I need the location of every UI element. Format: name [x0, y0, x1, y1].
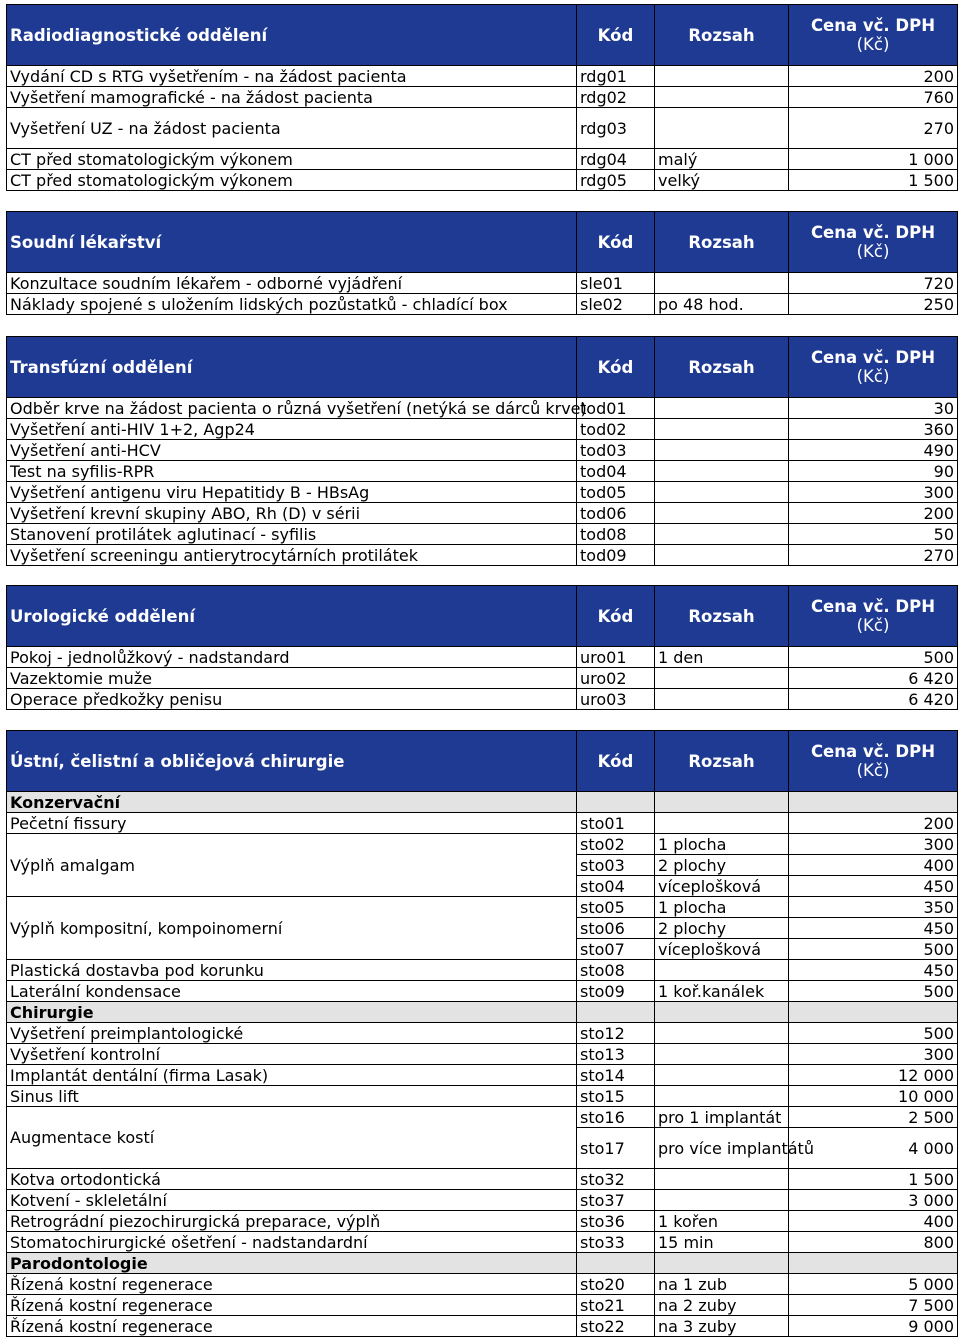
section-table-rdg [6, 4, 958, 191]
service-code: sto03 [577, 855, 655, 876]
service-price: 200 [789, 66, 958, 87]
service-name: Test na syfilis-RPR [7, 461, 577, 482]
service-code: sto12 [577, 1023, 655, 1044]
service-range: 1 den [655, 647, 789, 668]
service-range [655, 398, 789, 419]
table-row [7, 834, 958, 855]
table-row [7, 1086, 958, 1107]
service-price: 9 000 [789, 1316, 958, 1337]
service-code: sto36 [577, 1211, 655, 1232]
section-title: Transfúzní oddělení [7, 337, 577, 398]
service-range: 1 koř.kanálek [655, 981, 789, 1002]
column-header-price-label: Cena vč. DPH [810, 223, 936, 242]
service-price: 300 [789, 1044, 958, 1065]
service-name: Náklady spojené s uložením lidských pozůstatků - chladící box [7, 294, 577, 315]
empty-cell [655, 1253, 789, 1274]
service-name: Vazektomie muže [7, 668, 577, 689]
column-header-price-unit: (Kč) [856, 761, 890, 780]
table-row [7, 419, 958, 440]
column-header-price-label: Cena vč. DPH [810, 16, 936, 35]
service-code: tod01 [577, 398, 655, 419]
service-price: 30 [789, 398, 958, 419]
service-code: rdg05 [577, 170, 655, 191]
service-price: 450 [789, 876, 958, 897]
service-range: na 2 zuby [655, 1295, 789, 1316]
service-name: Pečetní fissury [7, 813, 577, 834]
service-price: 270 [789, 108, 958, 149]
service-name: Retrográdní piezochirurgická preparace, výplň [7, 1211, 577, 1232]
service-code: sto16 [577, 1107, 655, 1128]
service-range [655, 108, 789, 149]
table-row [7, 66, 958, 87]
service-price: 3 000 [789, 1190, 958, 1211]
service-range: víceplošková [655, 876, 789, 897]
empty-cell [655, 1002, 789, 1023]
category-label: Parodontologie [7, 1253, 577, 1274]
section-title: Urologické oddělení [7, 586, 577, 647]
column-header-price [789, 337, 958, 398]
table-row [7, 960, 958, 981]
service-code: tod09 [577, 545, 655, 566]
service-range: po 48 hod. [655, 294, 789, 315]
service-range: pro více implantátů [655, 1128, 789, 1169]
service-range: velký [655, 170, 789, 191]
service-code: sto08 [577, 960, 655, 981]
section-title: Radiodiagnostické oddělení [7, 5, 577, 66]
table-row [7, 1232, 958, 1253]
column-header-price [789, 5, 958, 66]
service-price: 5 000 [789, 1274, 958, 1295]
service-range: 15 min [655, 1232, 789, 1253]
section-table-sle [6, 211, 958, 315]
column-header-code: Kód [577, 212, 655, 273]
service-code: sle01 [577, 273, 655, 294]
service-range [655, 1169, 789, 1190]
column-header-range: Rozsah [655, 337, 789, 398]
column-header-range: Rozsah [655, 212, 789, 273]
service-code: sto37 [577, 1190, 655, 1211]
service-range: 1 plocha [655, 897, 789, 918]
service-price: 500 [789, 981, 958, 1002]
service-code: sto07 [577, 939, 655, 960]
table-row [7, 461, 958, 482]
table-row [7, 1044, 958, 1065]
service-code: sto14 [577, 1065, 655, 1086]
service-range [655, 87, 789, 108]
service-price: 450 [789, 918, 958, 939]
service-name: Řízená kostní regenerace [7, 1316, 577, 1337]
service-code: sto01 [577, 813, 655, 834]
service-price: 1 500 [789, 1169, 958, 1190]
service-name: Výplň amalgam [7, 834, 577, 897]
table-row [7, 813, 958, 834]
service-code: tod03 [577, 440, 655, 461]
service-code: rdg04 [577, 149, 655, 170]
service-price: 800 [789, 1232, 958, 1253]
column-header-code: Kód [577, 337, 655, 398]
table-row [7, 1295, 958, 1316]
section-table-tod [6, 336, 958, 566]
service-price: 350 [789, 897, 958, 918]
service-name: Vyšetření UZ - na žádost pacienta [7, 108, 577, 149]
service-range [655, 668, 789, 689]
service-price: 360 [789, 419, 958, 440]
service-name: Pokoj - jednolůžkový - nadstandard [7, 647, 577, 668]
empty-cell [577, 1002, 655, 1023]
service-name: Augmentace kostí [7, 1107, 577, 1169]
service-price: 12 000 [789, 1065, 958, 1086]
service-price: 500 [789, 647, 958, 668]
service-price: 6 420 [789, 668, 958, 689]
service-name: Sinus lift [7, 1086, 577, 1107]
service-code: tod04 [577, 461, 655, 482]
service-price: 2 500 [789, 1107, 958, 1128]
table-row [7, 482, 958, 503]
service-price: 720 [789, 273, 958, 294]
empty-cell [789, 792, 958, 813]
service-name: Vyšetření krevní skupiny ABO, Rh (D) v sérii [7, 503, 577, 524]
service-price: 4 000 [789, 1128, 958, 1169]
service-range [655, 461, 789, 482]
service-range [655, 813, 789, 834]
empty-cell [789, 1253, 958, 1274]
table-row [7, 647, 958, 668]
service-name: Kotvení - skleletální [7, 1190, 577, 1211]
empty-cell [577, 792, 655, 813]
service-code: uro03 [577, 689, 655, 710]
service-code: sto22 [577, 1316, 655, 1337]
service-name: Vyšetření preimplantologické [7, 1023, 577, 1044]
service-range: víceplošková [655, 939, 789, 960]
column-header-price-unit: (Kč) [856, 616, 890, 635]
service-code: sto15 [577, 1086, 655, 1107]
column-header-price [789, 586, 958, 647]
table-row [7, 524, 958, 545]
section-table-sto [6, 730, 958, 1337]
service-price: 450 [789, 960, 958, 981]
category-label: Konzervační [7, 792, 577, 813]
service-code: sto06 [577, 918, 655, 939]
column-header-price-label: Cena vč. DPH [810, 742, 936, 761]
service-code: tod06 [577, 503, 655, 524]
service-name: Vyšetření anti-HIV 1+2, Agp24 [7, 419, 577, 440]
table-row [7, 273, 958, 294]
column-header-price-unit: (Kč) [856, 35, 890, 54]
table-row [7, 440, 958, 461]
table-row [7, 1316, 958, 1337]
service-price: 1 500 [789, 170, 958, 191]
section-table-uro [6, 585, 958, 710]
column-header-price-unit: (Kč) [856, 367, 890, 386]
service-code: sto33 [577, 1232, 655, 1253]
column-header-range: Rozsah [655, 5, 789, 66]
service-name: Vyšetření antigenu viru Hepatitidy B - HBsAg [7, 482, 577, 503]
service-code: uro02 [577, 668, 655, 689]
service-range: na 3 zuby [655, 1316, 789, 1337]
service-range [655, 1023, 789, 1044]
service-range [655, 524, 789, 545]
service-range [655, 440, 789, 461]
column-header-price [789, 731, 958, 792]
column-header-price-label: Cena vč. DPH [810, 348, 936, 367]
service-price: 7 500 [789, 1295, 958, 1316]
service-price: 300 [789, 482, 958, 503]
service-code: sto02 [577, 834, 655, 855]
service-code: tod02 [577, 419, 655, 440]
service-range [655, 545, 789, 566]
service-name: Odběr krve na žádost pacienta o různá vyšetření (netýká se dárců krve) [7, 398, 577, 419]
service-code: sto17 [577, 1128, 655, 1169]
table-row [7, 689, 958, 710]
service-range: 1 plocha [655, 834, 789, 855]
service-code: rdg01 [577, 66, 655, 87]
service-price: 200 [789, 503, 958, 524]
service-name: Operace předkožky penisu [7, 689, 577, 710]
column-header-range: Rozsah [655, 731, 789, 792]
service-name: Vydání CD s RTG vyšetřením - na žádost pacienta [7, 66, 577, 87]
column-header-code: Kód [577, 731, 655, 792]
category-row [7, 792, 958, 813]
service-code: sto05 [577, 897, 655, 918]
service-code: sto21 [577, 1295, 655, 1316]
table-row [7, 545, 958, 566]
service-range [655, 503, 789, 524]
service-code: sto04 [577, 876, 655, 897]
service-code: uro01 [577, 647, 655, 668]
table-row [7, 398, 958, 419]
service-name: Řízená kostní regenerace [7, 1274, 577, 1295]
table-row [7, 1023, 958, 1044]
service-name: Implantát dentální (firma Lasak) [7, 1065, 577, 1086]
service-name: CT před stomatologickým výkonem [7, 170, 577, 191]
table-row [7, 1065, 958, 1086]
service-range [655, 419, 789, 440]
service-range [655, 482, 789, 503]
service-range: malý [655, 149, 789, 170]
service-name: Výplň kompositní, kompoinomerní [7, 897, 577, 960]
service-price: 6 420 [789, 689, 958, 710]
service-price: 200 [789, 813, 958, 834]
section-title: Soudní lékařství [7, 212, 577, 273]
service-price: 400 [789, 855, 958, 876]
service-name: Stomatochirurgické ošetření - nadstandardní [7, 1232, 577, 1253]
section-title: Ústní, čelistní a obličejová chirurgie [7, 731, 577, 792]
table-row [7, 1169, 958, 1190]
column-header-code: Kód [577, 5, 655, 66]
service-range [655, 1065, 789, 1086]
table-row [7, 503, 958, 524]
service-range: na 1 zub [655, 1274, 789, 1295]
service-price: 1 000 [789, 149, 958, 170]
service-range [655, 1044, 789, 1065]
service-name: Řízená kostní regenerace [7, 1295, 577, 1316]
service-price: 760 [789, 87, 958, 108]
service-range [655, 689, 789, 710]
service-name: Vyšetření mamografické - na žádost pacienta [7, 87, 577, 108]
service-price: 490 [789, 440, 958, 461]
service-price: 10 000 [789, 1086, 958, 1107]
table-row [7, 108, 958, 149]
service-range [655, 960, 789, 981]
table-row [7, 1190, 958, 1211]
service-name: CT před stomatologickým výkonem [7, 149, 577, 170]
column-header-range: Rozsah [655, 586, 789, 647]
service-code: sto20 [577, 1274, 655, 1295]
service-code: sle02 [577, 294, 655, 315]
service-name: Vyšetření screeningu antierytrocytárních protilátek [7, 545, 577, 566]
category-label: Chirurgie [7, 1002, 577, 1023]
column-header-code: Kód [577, 586, 655, 647]
service-name: Konzultace soudním lékařem - odborné vyjádření [7, 273, 577, 294]
table-row [7, 1274, 958, 1295]
table-row [7, 981, 958, 1002]
service-code: rdg02 [577, 87, 655, 108]
table-row [7, 87, 958, 108]
service-code: sto32 [577, 1169, 655, 1190]
table-row [7, 149, 958, 170]
service-range [655, 1190, 789, 1211]
column-header-price-unit: (Kč) [856, 242, 890, 261]
service-name: Vyšetření kontrolní [7, 1044, 577, 1065]
service-price: 400 [789, 1211, 958, 1232]
empty-cell [655, 792, 789, 813]
service-range: 2 plochy [655, 918, 789, 939]
service-price: 500 [789, 1023, 958, 1044]
service-range [655, 273, 789, 294]
service-price: 250 [789, 294, 958, 315]
empty-cell [577, 1253, 655, 1274]
service-range: 1 kořen [655, 1211, 789, 1232]
column-header-price-label: Cena vč. DPH [810, 597, 936, 616]
service-code: sto09 [577, 981, 655, 1002]
service-name: Vyšetření anti-HCV [7, 440, 577, 461]
service-range: 2 plochy [655, 855, 789, 876]
service-range [655, 1086, 789, 1107]
service-code: tod08 [577, 524, 655, 545]
service-price: 50 [789, 524, 958, 545]
service-code: sto13 [577, 1044, 655, 1065]
service-range: pro 1 implantát [655, 1107, 789, 1128]
service-name: Plastická dostavba pod korunku [7, 960, 577, 981]
table-row [7, 1211, 958, 1232]
table-row [7, 1107, 958, 1128]
service-name: Stanovení protilátek aglutinací - syfilis [7, 524, 577, 545]
service-code: rdg03 [577, 108, 655, 149]
service-code: tod05 [577, 482, 655, 503]
service-price: 300 [789, 834, 958, 855]
category-row [7, 1253, 958, 1274]
service-price: 500 [789, 939, 958, 960]
service-price: 270 [789, 545, 958, 566]
table-row [7, 668, 958, 689]
service-name: Kotva ortodontická [7, 1169, 577, 1190]
service-price: 90 [789, 461, 958, 482]
column-header-price [789, 212, 958, 273]
table-row [7, 294, 958, 315]
empty-cell [789, 1002, 958, 1023]
table-row [7, 170, 958, 191]
table-row [7, 897, 958, 918]
category-row [7, 1002, 958, 1023]
service-name: Laterální kondensace [7, 981, 577, 1002]
service-range [655, 66, 789, 87]
